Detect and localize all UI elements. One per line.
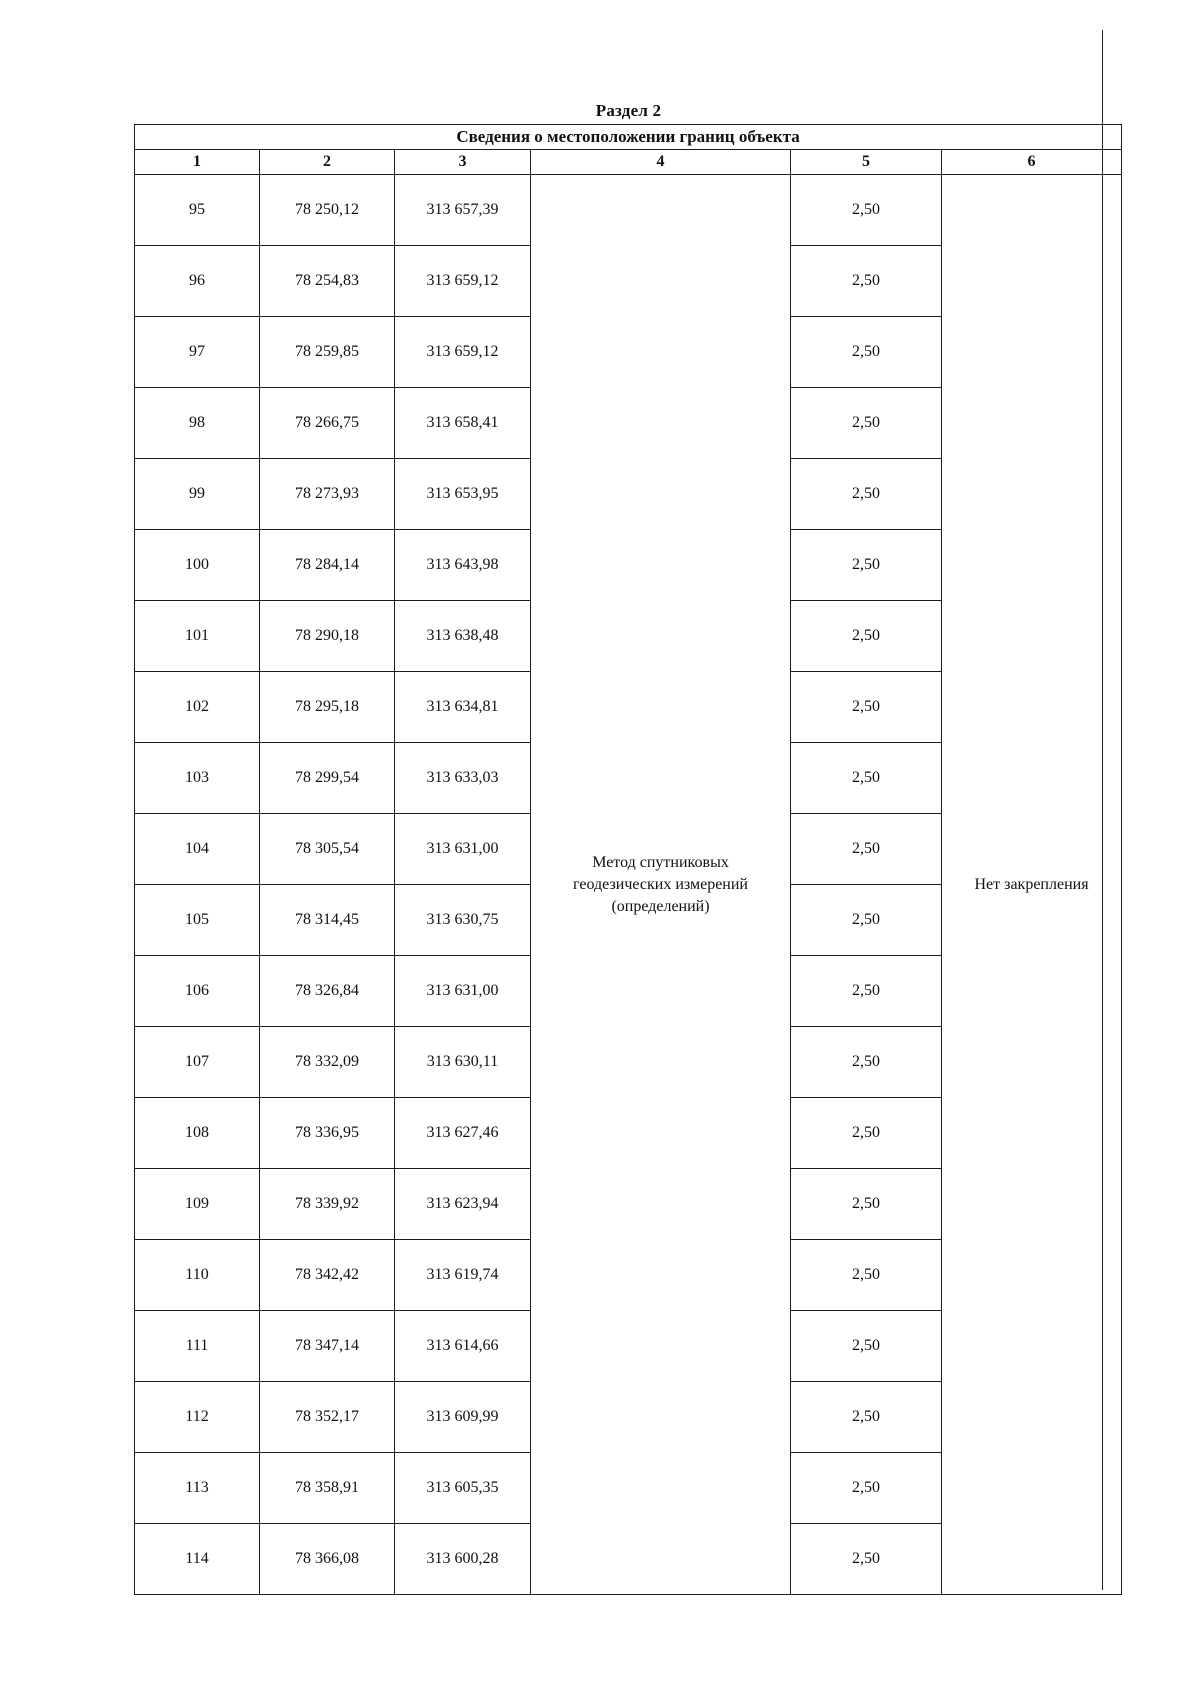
x-coordinate-cell: 78 299,54 — [260, 743, 395, 814]
y-coordinate-cell: 313 633,03 — [395, 743, 531, 814]
error-cell: 2,50 — [791, 1027, 942, 1098]
x-coordinate-cell: 78 347,14 — [260, 1311, 395, 1382]
x-coordinate-cell: 78 266,75 — [260, 388, 395, 459]
method-line: Метод спутниковых — [592, 853, 729, 871]
error-cell: 2,50 — [791, 317, 942, 388]
x-coordinate-cell: 78 342,42 — [260, 1240, 395, 1311]
x-coordinate-cell: 78 314,45 — [260, 885, 395, 956]
column-number-1: 1 — [135, 150, 260, 175]
point-number-cell: 99 — [135, 459, 260, 530]
y-coordinate-cell: 313 623,94 — [395, 1169, 531, 1240]
method-line: (определений) — [611, 897, 710, 915]
x-coordinate-cell: 78 366,08 — [260, 1524, 395, 1595]
error-cell: 2,50 — [791, 1169, 942, 1240]
column-number-4: 4 — [531, 150, 791, 175]
y-coordinate-cell: 313 657,39 — [395, 175, 531, 246]
error-cell: 2,50 — [791, 246, 942, 317]
x-coordinate-cell: 78 254,83 — [260, 246, 395, 317]
point-number-cell: 104 — [135, 814, 260, 885]
point-number-cell: 111 — [135, 1311, 260, 1382]
table-body — [135, 175, 1122, 1595]
y-coordinate-cell: 313 619,74 — [395, 1240, 531, 1311]
y-coordinate-cell: 313 630,75 — [395, 885, 531, 956]
y-coordinate-cell: 313 653,95 — [395, 459, 531, 530]
point-number-cell: 113 — [135, 1453, 260, 1524]
method-line: геодезических измерений — [573, 875, 748, 893]
point-number-cell: 98 — [135, 388, 260, 459]
point-number-cell: 95 — [135, 175, 260, 246]
point-number-cell: 107 — [135, 1027, 260, 1098]
boundary-table — [134, 124, 1122, 1595]
error-cell: 2,50 — [791, 672, 942, 743]
y-coordinate-cell: 313 614,66 — [395, 1311, 531, 1382]
x-coordinate-cell: 78 352,17 — [260, 1382, 395, 1453]
y-coordinate-cell: 313 627,46 — [395, 1098, 531, 1169]
y-coordinate-cell: 313 658,41 — [395, 388, 531, 459]
column-number-5: 5 — [791, 150, 942, 175]
error-cell: 2,50 — [791, 814, 942, 885]
y-coordinate-cell: 313 659,12 — [395, 317, 531, 388]
x-coordinate-cell: 78 259,85 — [260, 317, 395, 388]
error-cell: 2,50 — [791, 1382, 942, 1453]
error-cell: 2,50 — [791, 885, 942, 956]
point-number-cell: 96 — [135, 246, 260, 317]
column-number-2: 2 — [260, 150, 395, 175]
point-number-cell: 106 — [135, 956, 260, 1027]
table-row — [135, 175, 1122, 246]
error-cell: 2,50 — [791, 1453, 942, 1524]
error-cell: 2,50 — [791, 175, 942, 246]
point-number-cell: 109 — [135, 1169, 260, 1240]
x-coordinate-cell: 78 339,92 — [260, 1169, 395, 1240]
point-number-cell: 112 — [135, 1382, 260, 1453]
y-coordinate-cell: 313 605,35 — [395, 1453, 531, 1524]
point-number-cell: 101 — [135, 601, 260, 672]
x-coordinate-cell: 78 273,93 — [260, 459, 395, 530]
error-cell: 2,50 — [791, 1524, 942, 1595]
point-number-cell: 97 — [135, 317, 260, 388]
error-cell: 2,50 — [791, 743, 942, 814]
y-coordinate-cell: 313 634,81 — [395, 672, 531, 743]
point-number-cell: 100 — [135, 530, 260, 601]
method-cell — [531, 175, 791, 1595]
y-coordinate-cell: 313 600,28 — [395, 1524, 531, 1595]
section-title: Раздел 2 — [595, 101, 662, 120]
x-coordinate-cell: 78 336,95 — [260, 1098, 395, 1169]
error-cell: 2,50 — [791, 1098, 942, 1169]
y-coordinate-cell: 313 609,99 — [395, 1382, 531, 1453]
error-cell: 2,50 — [791, 1240, 942, 1311]
error-cell: 2,50 — [791, 1311, 942, 1382]
x-coordinate-cell: 78 250,12 — [260, 175, 395, 246]
y-coordinate-cell: 313 638,48 — [395, 601, 531, 672]
point-number-cell: 102 — [135, 672, 260, 743]
x-coordinate-cell: 78 358,91 — [260, 1453, 395, 1524]
y-coordinate-cell: 313 631,00 — [395, 814, 531, 885]
x-coordinate-cell: 78 305,54 — [260, 814, 395, 885]
point-number-cell: 110 — [135, 1240, 260, 1311]
y-coordinate-cell: 313 630,11 — [395, 1027, 531, 1098]
error-cell: 2,50 — [791, 388, 942, 459]
x-coordinate-cell: 78 332,09 — [260, 1027, 395, 1098]
x-coordinate-cell: 78 326,84 — [260, 956, 395, 1027]
point-number-cell: 108 — [135, 1098, 260, 1169]
x-coordinate-cell: 78 284,14 — [260, 530, 395, 601]
y-coordinate-cell: 313 643,98 — [395, 530, 531, 601]
column-number-3: 3 — [395, 150, 531, 175]
column-number-6: 6 — [942, 150, 1122, 175]
error-cell: 2,50 — [791, 530, 942, 601]
error-cell: 2,50 — [791, 956, 942, 1027]
point-number-cell: 105 — [135, 885, 260, 956]
table-caption: Сведения о местоположении границ объекта — [135, 125, 1122, 150]
error-cell: 2,50 — [791, 601, 942, 672]
fixation-cell: Нет закрепления — [942, 175, 1122, 1595]
point-number-cell: 103 — [135, 743, 260, 814]
point-number-cell: 114 — [135, 1524, 260, 1595]
x-coordinate-cell: 78 290,18 — [260, 601, 395, 672]
error-cell: 2,50 — [791, 459, 942, 530]
x-coordinate-cell: 78 295,18 — [260, 672, 395, 743]
y-coordinate-cell: 313 631,00 — [395, 956, 531, 1027]
y-coordinate-cell: 313 659,12 — [395, 246, 531, 317]
